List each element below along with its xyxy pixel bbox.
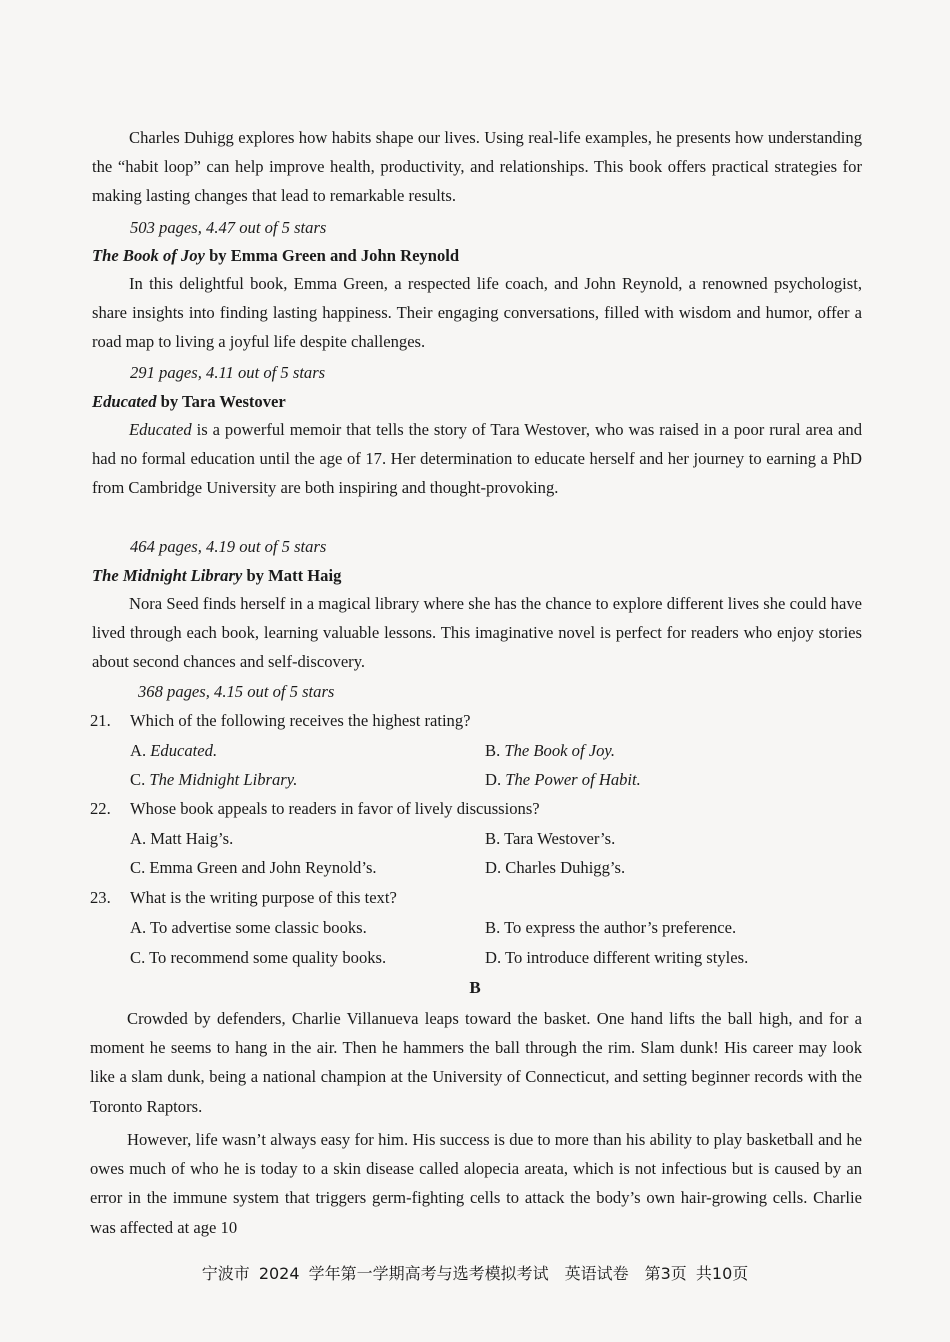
book3-desc-text: is a powerful memoir that tells the story of Tara Westover, who was raised in a poor rural area and had no formal education until the age of 17. Her determination to educate herself and her journey to earning a PhD from Cambridge University are both inspiring and thought-provoking.: [92, 420, 862, 498]
q23-option-d[interactable]: D. To introduce different writing styles.: [485, 948, 749, 967]
book4-title: The Midnight Library: [92, 566, 243, 585]
q21-option-b-text: The Book of Joy.: [504, 741, 615, 760]
question-22-text: Whose book appeals to readers in favor of lively discussions?: [130, 799, 540, 818]
book3-description: [92, 415, 862, 503]
book2-description: In this delightful book, Emma Green, a respected life coach, and John Reynold, a renowned psychologist, share insights into finding lasting happiness. Their engaging conversations, filled with wisdom and humor, offer a road map to living a joyful life despite challenges.: [92, 274, 862, 352]
book2-heading: [92, 241, 459, 270]
question-22: [90, 794, 540, 823]
q21-option-a[interactable]: [130, 736, 217, 765]
q22-option-b[interactable]: B. Tara Westover’s.: [485, 829, 616, 848]
q21-option-d-letter: D.: [485, 770, 506, 789]
q23-option-b[interactable]: B. To express the author’s preference.: [485, 918, 737, 937]
q21-option-c-letter: C.: [130, 770, 150, 789]
question-23-text: What is the writing purpose of this text?: [130, 888, 397, 907]
book3-desc-title: Educated: [129, 420, 192, 439]
q21-option-d-text: The Power of Habit.: [505, 770, 641, 789]
section-b-paragraph-2: However, life wasn’t always easy for him. His success is due to more than his ability to play basketball and he owes much of who he is today to a skin disease called alopecia areata, which is not infectious but is caused by an error in the immune system that triggers germ-fighting cells to attack the body’s own hair-growing cells. Charlie was affected at age 10: [90, 1130, 862, 1237]
section-b-heading: B: [469, 978, 481, 997]
question-21: [90, 706, 471, 735]
q21-option-a-text: Educated.: [150, 741, 218, 760]
question-23: [90, 883, 397, 912]
q21-option-d[interactable]: [485, 765, 641, 794]
book1-meta: 503 pages, 4.47 out of 5 stars: [130, 218, 327, 237]
book4-meta: 368 pages, 4.15 out of 5 stars: [138, 682, 335, 701]
book2-title: The Book of Joy: [92, 246, 205, 265]
page-footer: 宁波市 2024 学年第一学期高考与选考模拟考试 英语试卷 第3页 共10页: [201, 1264, 749, 1283]
book3-byline: by Tara Westover: [156, 392, 286, 411]
q21-option-b[interactable]: [485, 736, 615, 765]
book4-description: Nora Seed finds herself in a magical library where she has the chance to explore different lives she could have lived through each book, learning valuable lessons. This imaginative novel is perfect for readers who enjoy stories about second chances and self-discovery.: [92, 594, 862, 672]
question-23-number: 23.: [90, 888, 111, 907]
q23-option-c[interactable]: C. To recommend some quality books.: [130, 948, 387, 967]
book4-heading: [92, 561, 341, 590]
section-b-paragraph-1: Crowded by defenders, Charlie Villanueva leaps toward the basket. One hand lifts the ball high, and for a moment he seems to hang in the air. Then he hammers the ball through the rim. Slam dunk! His career may look like a slam dunk, being a national champion at the University of Connecticut, and setting beginner records with the Toronto Raptors.: [90, 1009, 862, 1116]
q21-option-c-text: The Midnight Library.: [149, 770, 298, 789]
book2-meta: 291 pages, 4.11 out of 5 stars: [130, 363, 326, 382]
book4-byline: by Matt Haig: [242, 566, 342, 585]
question-21-number: 21.: [90, 711, 111, 730]
book3-meta: 464 pages, 4.19 out of 5 stars: [130, 537, 327, 556]
book3-title: Educated: [92, 392, 157, 411]
q21-option-c[interactable]: [130, 765, 297, 794]
question-22-number: 22.: [90, 799, 111, 818]
q21-option-a-letter: A.: [130, 741, 151, 760]
q21-option-b-letter: B.: [485, 741, 505, 760]
q22-option-a[interactable]: A. Matt Haig’s.: [130, 829, 234, 848]
book3-heading: [92, 387, 286, 416]
q22-option-c[interactable]: C. Emma Green and John Reynold’s.: [130, 858, 377, 877]
book1-description: Charles Duhigg explores how habits shape our lives. Using real-life examples, he presents how understanding the “habit loop” can help improve health, productivity, and relationships. This book offers practical strategies for making lasting changes that lead to remarkable results.: [92, 128, 862, 206]
question-21-text: Which of the following receives the highest rating?: [130, 711, 471, 730]
book2-byline: by Emma Green and John Reynold: [204, 246, 460, 265]
q23-option-a[interactable]: A. To advertise some classic books.: [130, 918, 367, 937]
q22-option-d[interactable]: D. Charles Duhigg’s.: [485, 858, 626, 877]
